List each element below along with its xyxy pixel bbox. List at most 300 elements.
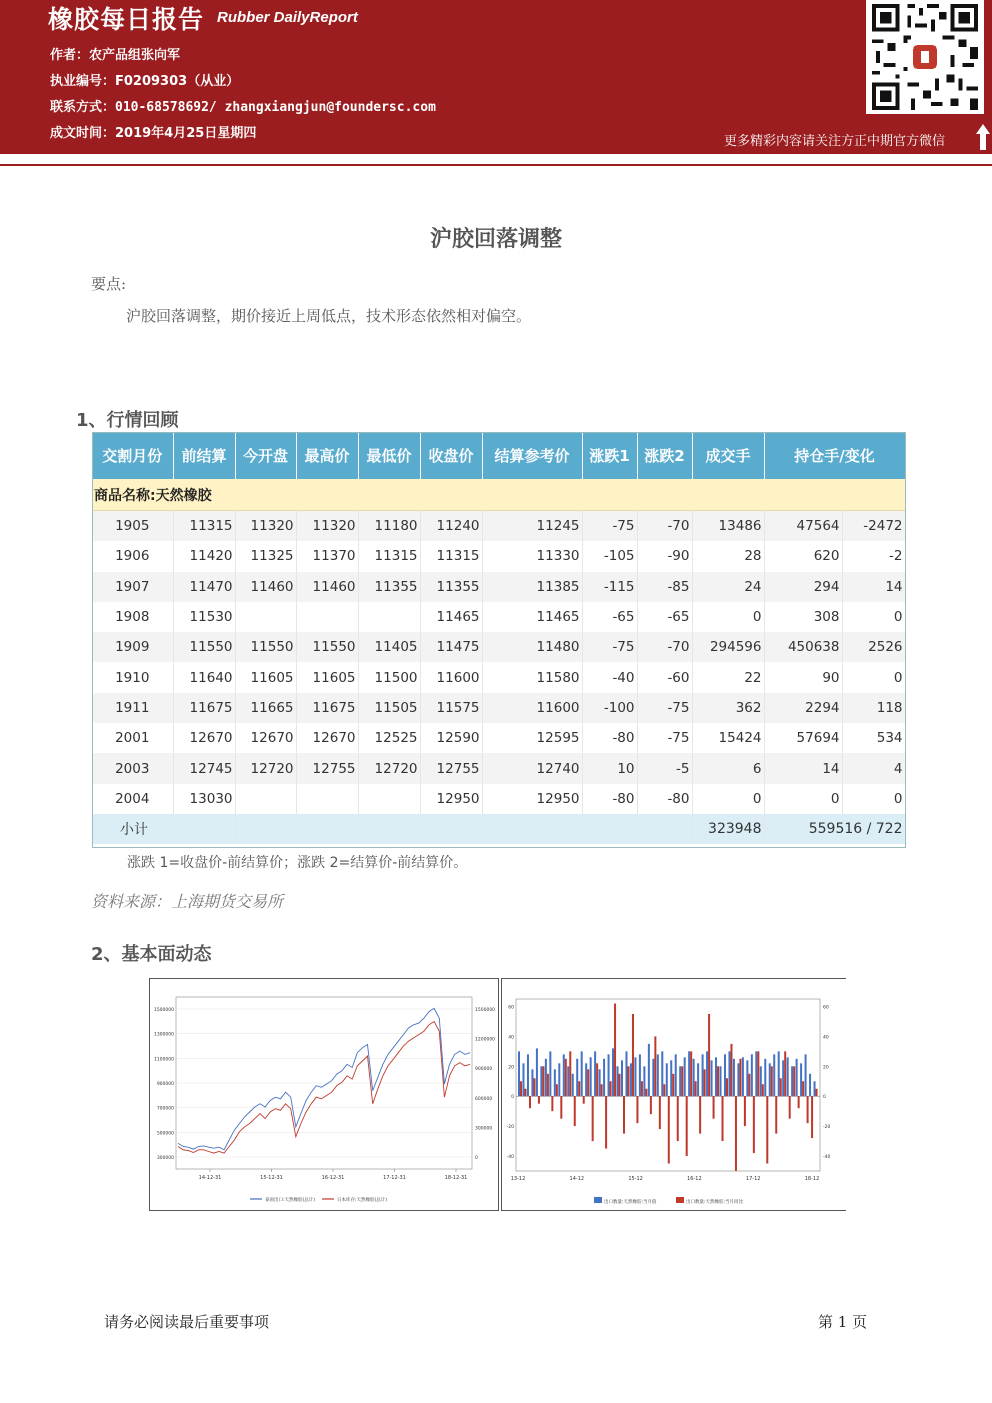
license-line: 执业编号：F0209303（从业） [50,74,240,89]
bar-export-volume [693,1059,695,1096]
bar-export-volume [536,1048,538,1096]
table-cell: 11470 [173,572,235,602]
bar-export-yoy [587,1069,589,1096]
report-title: 橡胶每日报告 [48,5,205,34]
table-cell: 2003 [92,753,173,783]
bar-export-yoy [717,1066,719,1096]
bar-export-volume [791,1066,793,1096]
legend-label: 日本库存:天然橡胶(总计) [337,1198,388,1203]
table-cell: 0 [842,602,905,632]
y-right-tick-label: 300000 [475,1126,493,1132]
bar-export-yoy [686,1096,688,1156]
x-tick-label: 13-12 [510,1176,526,1182]
table-cell [358,784,420,814]
table-cell: 11550 [235,632,296,662]
bar-export-yoy [592,1096,594,1141]
table-cell: 10 [582,753,637,783]
col-header: 交割月份 [92,432,173,479]
y-right-tick-label: 0 [823,1095,826,1101]
bar-export-yoy [569,1051,571,1096]
table-cell: 28 [692,541,764,571]
table-cell: 11550 [296,632,358,662]
bar-export-yoy [614,1003,616,1096]
y-right-tick-label: 40 [823,1035,829,1041]
table-cell: -75 [582,511,637,542]
bar-export-volume [675,1054,677,1096]
table-cell: 11675 [173,693,235,723]
keypoint-text: 沪胶回落调整，期价接近上周低点，技术形态依然相对偏空。 [126,307,532,325]
table-cell: 0 [764,784,842,814]
y-left-tick-label: -40 [506,1155,514,1161]
bar-export-yoy [668,1096,670,1163]
bar-export-yoy [672,1074,674,1096]
bar-export-volume [522,1063,524,1096]
table-note: 涨跌 1=收盘价-前结算价；涨跌 2=结算价-前结算价。 [127,855,468,871]
table-cell: 11420 [173,541,235,571]
table-cell: 11385 [482,572,582,602]
section-1-heading: 1、行情回顾 [76,410,179,431]
table-cell: 24 [692,572,764,602]
table-cell: 0 [842,662,905,692]
bar-export-yoy [574,1096,576,1126]
table-cell: 12595 [482,723,582,753]
y-right-tick-label: 600000 [475,1096,493,1102]
col-header: 成交手 [692,432,764,479]
x-tick-label: 14-12-31 [198,1175,222,1181]
total-volume: 323948 [692,814,764,844]
bar-export-volume [679,1066,681,1096]
bar-export-yoy [816,1089,818,1096]
bar-export-yoy [681,1066,683,1096]
bar-export-yoy [798,1096,800,1108]
bar-export-yoy [726,1078,728,1096]
bar-export-volume [639,1054,641,1096]
y-right-tick-label: 60 [823,1005,829,1011]
bar-export-yoy [650,1096,652,1114]
table-cell: -5 [637,753,692,783]
x-tick-label: 15-12-31 [260,1175,283,1181]
legend-swatch [594,1197,602,1203]
bar-export-volume [531,1069,533,1096]
table-cell: 12745 [173,753,235,783]
table-cell: 11315 [173,511,235,542]
table-row [92,572,905,602]
bar-export-volume [769,1063,771,1096]
date-line: 成文时间：2019年4月25日星期四 [50,126,257,141]
bar-export-volume [755,1051,757,1096]
table-cell: 308 [764,602,842,632]
bar-export-volume [599,1069,601,1096]
bar-export-volume [567,1066,569,1096]
table-cell: 11640 [173,662,235,692]
table-cell: 11240 [420,511,482,542]
bar-export-yoy [771,1066,773,1096]
bar-export-yoy [708,1014,710,1096]
table-cell: 4 [842,753,905,783]
col-header: 今开盘 [235,432,296,479]
table-cell: 362 [692,693,764,723]
table-cell: 12950 [420,784,482,814]
bar-export-yoy [744,1096,746,1126]
bar-export-volume [540,1066,542,1096]
bar-export-yoy [762,1084,764,1096]
bar-export-volume [634,1057,636,1096]
col-header: 最高价 [296,432,358,479]
legend-swatch [676,1197,684,1203]
bar-export-volume [697,1063,699,1096]
bar-export-yoy [529,1096,531,1108]
table-cell: -65 [582,602,637,632]
bar-export-volume [751,1054,753,1096]
table-cell: 0 [692,602,764,632]
table-cell: 620 [764,541,842,571]
bar-export-volume [737,1063,739,1096]
table-cell: 0 [842,784,905,814]
y-left-tick-label: 1300000 [153,1032,174,1038]
table-cell: 11245 [482,511,582,542]
table-cell: -75 [637,723,692,753]
table-cell: 12950 [482,784,582,814]
table-cell: 12590 [420,723,482,753]
bar-export-volume [715,1057,717,1096]
table-cell: 12670 [296,723,358,753]
table-cell: 11675 [296,693,358,723]
table-cell: -85 [637,572,692,602]
page-number: 第 1 页 [818,1313,868,1331]
bar-export-yoy [551,1096,553,1111]
col-header: 收盘价 [420,432,482,479]
table-cell: -75 [637,693,692,723]
bar-export-volume [608,1054,610,1096]
line-chart [150,979,498,1210]
y-right-tick-label: -40 [823,1155,831,1161]
legend-label: 泰国出口:天然橡胶(总计) [265,1198,316,1203]
bar-export-volume [625,1051,627,1096]
y-right-tick-label: 1200000 [475,1037,496,1043]
table-cell: 294596 [692,632,764,662]
table-cell: 14 [764,753,842,783]
table-cell: 11355 [420,572,482,602]
group-label: 商品名称:天然橡胶 [92,479,905,511]
bar-export-yoy [556,1084,558,1096]
table-cell: -80 [582,784,637,814]
bar-export-volume [652,1059,654,1096]
bar-export-yoy [677,1096,679,1141]
col-header: 持仓手/变化 [764,432,905,479]
x-tick-label: 15-12 [628,1176,643,1182]
table-cell: 12670 [235,723,296,753]
table-cell: 11500 [358,662,420,692]
x-tick-label: 16-12-31 [321,1175,345,1181]
table-cell: -2472 [842,511,905,542]
table-cell: -40 [582,662,637,692]
bar-export-volume [527,1054,529,1096]
market-quote-table [92,432,906,844]
bar-chart-container [501,978,846,1211]
table-cell: 12740 [482,753,582,783]
y-right-tick-label: -20 [823,1125,831,1131]
bar-export-volume [782,1060,784,1096]
col-header: 前结算 [173,432,235,479]
bar-export-volume [688,1051,690,1096]
table-cell: 12755 [420,753,482,783]
table-cell: 450638 [764,632,842,662]
bar-export-volume [760,1066,762,1096]
bar-export-volume [666,1063,668,1096]
table-cell: 11465 [482,602,582,632]
bar-export-yoy [645,1089,647,1096]
x-tick-label: 17-12 [745,1176,761,1182]
bar-export-volume [746,1060,748,1096]
table-cell: 11370 [296,541,358,571]
bar-export-volume [643,1066,645,1096]
bar-export-volume [814,1081,816,1096]
bar-export-yoy [654,1036,656,1096]
table-cell: 22 [692,662,764,692]
table-cell: 12720 [358,753,420,783]
col-header: 最低价 [358,432,420,479]
table-cell: 11605 [235,662,296,692]
bar-export-volume [670,1060,672,1096]
bar-export-yoy [560,1096,562,1118]
table-cell: 6 [692,753,764,783]
header-divider-1 [0,152,992,154]
y-left-tick-label: -20 [506,1125,514,1131]
x-tick-label: 18-12 [804,1176,820,1182]
bar-export-volume [617,1066,619,1096]
table-cell: 2526 [842,632,905,662]
table-cell: 11600 [482,693,582,723]
table-cell: 1908 [92,602,173,632]
table-cell: 11550 [173,632,235,662]
table-cell: 11580 [482,662,582,692]
table-cell: -70 [637,632,692,662]
keypoint-label: 要点: [91,275,127,293]
total-open-interest: 559516 / 722 [764,814,905,844]
bar-export-yoy [699,1096,701,1133]
bar-export-yoy [748,1074,750,1096]
bar-export-yoy [533,1078,535,1096]
report-subtitle: Rubber DailyReport [217,9,358,26]
bar-export-yoy [757,1051,759,1096]
bar-export-volume [518,1051,520,1096]
bar-export-volume [581,1051,583,1096]
contact-line: 联系方式：010-68578692/ zhangxiangjun@foundersc.com [50,100,436,115]
bar-export-volume [724,1054,726,1096]
bar-export-yoy [632,1014,634,1096]
table-cell: 1905 [92,511,173,542]
bar-export-volume [576,1059,578,1096]
bar-export-yoy [596,1063,598,1096]
up-arrow-icon [976,124,990,150]
y-left-tick-label: 1500000 [153,1008,174,1013]
bar-export-yoy [601,1084,603,1096]
bar-export-yoy [524,1089,526,1096]
table-cell [235,602,296,632]
bar-export-yoy [565,1059,567,1096]
table-row [92,602,905,632]
bar-export-volume [684,1057,686,1096]
bar-export-yoy [663,1084,665,1096]
section-2-heading: 2、基本面动态 [91,944,212,965]
bar-export-volume [603,1059,605,1096]
table-cell: 57694 [764,723,842,753]
legend-label: 出口数量:天然橡胶:当月同比 [686,1200,744,1205]
bar-export-volume [787,1057,789,1096]
y-left-tick-label: 700000 [156,1106,174,1112]
table-cell: 534 [842,723,905,753]
table-cell: 11530 [173,602,235,632]
total-row [92,814,905,844]
footer-disclaimer: 请务必阅读最后重要事项 [104,1313,270,1331]
table-cell: 2294 [764,693,842,723]
col-header: 涨跌1 [582,432,637,479]
table-cell: 11665 [235,693,296,723]
table-cell: 12755 [296,753,358,783]
total-label: 小计 [92,814,235,844]
y-right-tick-label: 1500000 [475,1008,496,1013]
table-cell: 294 [764,572,842,602]
bar-export-volume [773,1054,775,1096]
bar-export-volume [796,1059,798,1096]
table-row [92,541,905,571]
bar-export-yoy [753,1096,755,1153]
table-cell: 12720 [235,753,296,783]
table-header-row [92,432,905,479]
table-row [92,784,905,814]
bar-export-volume [572,1074,574,1096]
bar-export-yoy [619,1074,621,1096]
legend-label: 出口数量:天然橡胶:当月值 [604,1200,657,1205]
bar-export-yoy [735,1096,737,1171]
table-cell: -65 [637,602,692,632]
table-cell: 11315 [420,541,482,571]
bar-export-yoy [583,1096,585,1103]
author-line: 作者：农产品组张向军 [50,48,181,63]
y-right-tick-label: 0 [475,1156,478,1161]
x-tick-label: 17-12-31 [383,1175,406,1181]
bar-export-yoy [784,1051,786,1096]
bar-export-yoy [520,1081,522,1096]
bar-export-yoy [623,1096,625,1133]
table-cell: 11465 [420,602,482,632]
bar-export-volume [549,1051,551,1096]
bar-export-yoy [695,1081,697,1096]
y-right-tick-label: 20 [823,1065,829,1071]
bar-export-volume [742,1057,744,1096]
bar-export-volume [711,1060,713,1096]
table-cell: 11505 [358,693,420,723]
table-cell: -60 [637,662,692,692]
table-cell: 11605 [296,662,358,692]
table-cell: 2004 [92,784,173,814]
report-header [0,0,992,152]
bar-export-yoy [704,1069,706,1096]
bar-export-yoy [807,1096,809,1123]
table-row [92,632,905,662]
bar-export-yoy [659,1096,661,1129]
bar-export-yoy [627,1066,629,1096]
table-cell: 11320 [235,511,296,542]
y-right-tick-label: 900000 [475,1067,493,1073]
bar-export-volume [630,1063,632,1096]
bar-export-volume [585,1063,587,1096]
bar-export-yoy [605,1096,607,1148]
bar-export-yoy [578,1081,580,1096]
table-cell: 11460 [235,572,296,602]
table-cell [235,784,296,814]
table-cell: 118 [842,693,905,723]
table-cell: 13030 [173,784,235,814]
table-cell: -115 [582,572,637,602]
table-cell: 1906 [92,541,173,571]
col-header: 涨跌2 [637,432,692,479]
table-cell: 12525 [358,723,420,753]
table-row [92,693,905,723]
table-cell [296,602,358,632]
y-left-tick-label: 900000 [156,1082,174,1087]
x-tick-label: 16-12 [687,1176,702,1182]
table-cell: 15424 [692,723,764,753]
qr-code-icon[interactable] [866,0,984,114]
document-title: 沪胶回落调整 [429,226,562,252]
table-cell: 14 [842,572,905,602]
table-cell: 2001 [92,723,173,753]
y-left-tick-label: 1100000 [153,1057,174,1063]
bar-export-volume [728,1051,730,1096]
bar-export-yoy [793,1066,795,1096]
bar-export-volume [612,1048,614,1096]
bar-export-volume [594,1051,596,1096]
table-cell: 11325 [235,541,296,571]
header-divider-2 [0,164,992,166]
y-left-tick-label: 60 [508,1005,514,1011]
col-header: 结算参考价 [482,432,582,479]
bar-export-yoy [722,1096,724,1141]
table-cell: 1907 [92,572,173,602]
follow-wechat-text: 更多精彩内容请关注方正中期官方微信 [724,134,946,149]
total-spacer [235,814,692,844]
table-cell: 11600 [420,662,482,692]
bar-export-volume [558,1063,560,1096]
bar-export-volume [621,1060,623,1096]
table-cell: 12670 [173,723,235,753]
bar-export-yoy [542,1066,544,1096]
table-cell: -105 [582,541,637,571]
y-left-tick-label: 20 [508,1065,514,1071]
table-cell: 11475 [420,632,482,662]
table-cell: -80 [637,784,692,814]
bar-export-volume [809,1074,811,1096]
table-cell: 13486 [692,511,764,542]
bar-export-yoy [739,1059,741,1096]
table-cell: 11460 [296,572,358,602]
bar-export-yoy [789,1096,791,1118]
bar-export-volume [590,1057,592,1096]
bar-export-yoy [811,1096,813,1138]
table-cell: 11355 [358,572,420,602]
bar-export-volume [661,1051,663,1096]
bar-export-yoy [713,1096,715,1118]
bar-export-volume [657,1054,659,1096]
bar-chart [502,979,846,1210]
table-cell: -75 [582,632,637,662]
x-tick-label: 14-12 [569,1176,585,1182]
bar-export-yoy [775,1096,777,1133]
table-cell [296,784,358,814]
bar-export-yoy [547,1074,549,1096]
bar-export-volume [733,1059,735,1096]
